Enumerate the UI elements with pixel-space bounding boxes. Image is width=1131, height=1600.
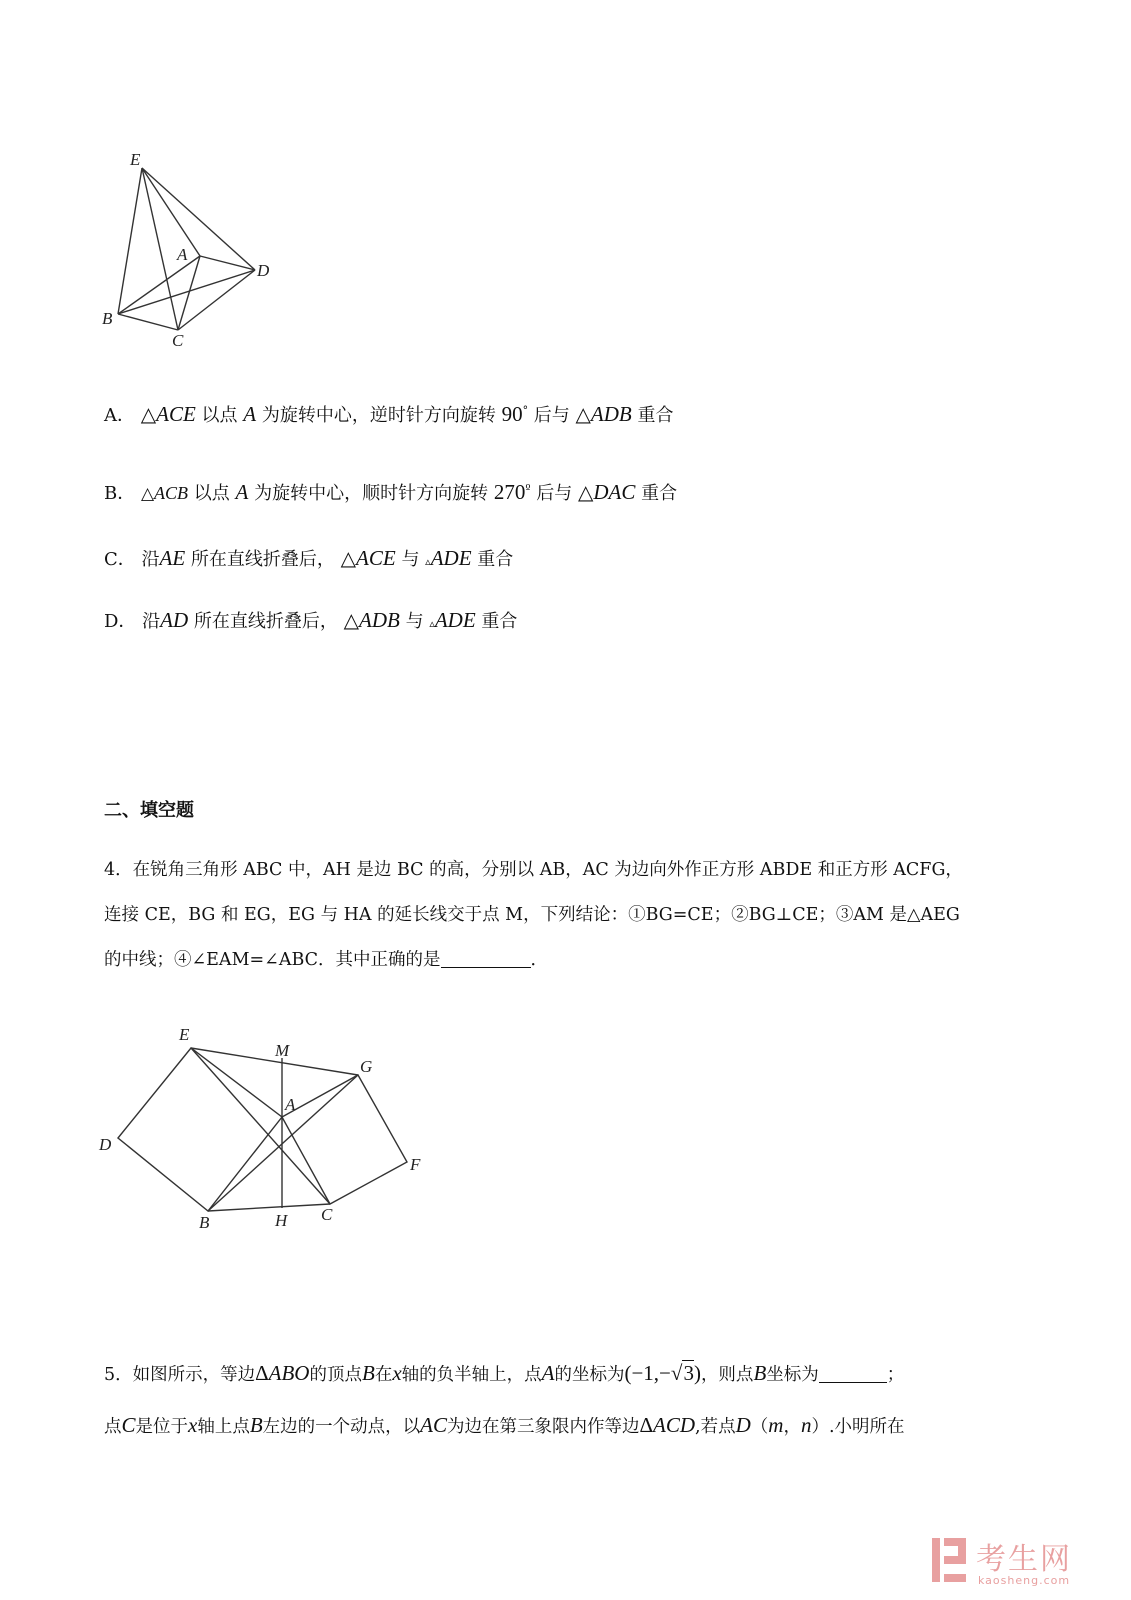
answer-blank[interactable] — [819, 1364, 887, 1383]
answer-blank[interactable] — [441, 949, 531, 968]
text: ． — [530, 950, 549, 970]
text: 以点 — [193, 483, 230, 504]
option-letter: B． — [104, 483, 136, 504]
label-g: G — [360, 1057, 373, 1076]
text: 的中线；④∠EAM=∠ABC．其中正确的是 — [104, 950, 441, 970]
watermark-en: kaosheng.com — [978, 1574, 1071, 1587]
option-c[interactable] — [104, 545, 513, 575]
label-e: E — [179, 1025, 190, 1044]
segment-name: AC — [420, 1413, 448, 1437]
text: 重合 — [637, 405, 674, 426]
triangle-symbol: △ — [140, 484, 155, 504]
triangle-symbol-small: ▵ — [425, 555, 431, 568]
triangle-symbol: △ — [575, 402, 591, 426]
label-m: M — [275, 1041, 290, 1060]
text: 为旋转中心，顺时针方向旋转 — [254, 483, 489, 504]
text: 与 — [401, 549, 420, 570]
watermark — [930, 1532, 1100, 1592]
text: 坐标为 — [766, 1365, 819, 1385]
point-name: B — [361, 1361, 375, 1385]
triangle-name: ADE — [430, 546, 472, 570]
coordinate: ) — [693, 1361, 701, 1385]
question-5-line-2 — [104, 1400, 1029, 1452]
point-name: D — [735, 1413, 751, 1437]
option-letter: A． — [104, 405, 135, 426]
label-b: B — [199, 1213, 210, 1232]
triangle-name: ADB — [359, 608, 400, 632]
line-name: AD — [160, 608, 189, 632]
point-name: A — [243, 402, 257, 426]
figure-rotation-triangles — [100, 150, 290, 350]
question-5-line-1 — [104, 1348, 1029, 1400]
variable-n: n — [800, 1413, 812, 1437]
question-5 — [104, 1348, 1029, 1452]
text: 以点 — [201, 405, 238, 426]
text: 左边的一个动点，以 — [262, 1417, 421, 1437]
option-letter: C． — [104, 549, 136, 570]
point-name: A — [235, 480, 249, 504]
triangle-name: ADE — [434, 608, 476, 632]
option-letter: D． — [104, 611, 137, 632]
text: 后与 — [533, 405, 570, 426]
triangle-symbol: △ — [340, 546, 357, 570]
question-4 — [104, 848, 1029, 983]
triangle-symbol: △ — [140, 402, 157, 426]
axis-name: x — [392, 1361, 402, 1385]
text: 轴的负半轴上，点 — [401, 1365, 542, 1385]
coordinate: (−1,− — [624, 1361, 671, 1385]
text: 重合 — [641, 483, 678, 504]
delta-symbol: Δ — [255, 1361, 269, 1385]
section-heading: 二、填空题 — [104, 800, 194, 821]
label-d: D — [257, 261, 270, 280]
triangle-name: ACB — [154, 483, 189, 503]
line-name: AE — [159, 546, 186, 570]
text: ,若点 — [695, 1417, 736, 1437]
text: 轴上点 — [197, 1417, 250, 1437]
text: ； — [886, 1365, 905, 1385]
point-name: C — [121, 1413, 136, 1437]
degree-symbol: º — [525, 482, 531, 495]
triangle-name: ACD — [653, 1413, 696, 1437]
text: 沿 — [142, 611, 161, 632]
point-name: B — [753, 1361, 767, 1385]
text: 的坐标为 — [554, 1365, 625, 1385]
point-name: A — [541, 1361, 555, 1385]
variable-m: m — [768, 1413, 784, 1437]
text: 重合 — [477, 549, 514, 570]
triangle-symbol: △ — [343, 608, 360, 632]
sqrt-symbol: √ — [670, 1361, 683, 1385]
delta-symbol: Δ — [639, 1413, 654, 1437]
text: 重合 — [481, 611, 518, 632]
text: 所在直线折叠后， — [190, 549, 335, 570]
label-b: B — [102, 309, 113, 328]
option-b[interactable] — [104, 476, 677, 507]
angle-value: 270 — [493, 480, 526, 504]
triangle-name: DAC — [593, 480, 636, 504]
label-a: A — [285, 1095, 296, 1114]
triangle-name: ACE — [156, 402, 196, 426]
text: 沿 — [141, 549, 160, 570]
sqrt-radicand: 3 — [683, 1361, 694, 1385]
text: （ — [750, 1417, 769, 1437]
triangle-symbol-small: ▵ — [429, 617, 435, 630]
label-c: C — [321, 1205, 333, 1224]
text: 的顶点 — [309, 1365, 362, 1385]
text: 点 — [104, 1417, 122, 1437]
degree-symbol: ° — [522, 404, 529, 417]
text: 与 — [405, 611, 424, 632]
question-4-line-2: 连接 CE，BG 和 EG，EG 与 HA 的延长线交于点 M，下列结论：①BG=CE；②BG⊥CE；③AM 是△AEG — [104, 905, 960, 925]
text: 后与 — [536, 483, 573, 504]
label-e: E — [130, 150, 141, 169]
text: ，则点 — [700, 1365, 754, 1385]
triangle-name: ACE — [356, 546, 396, 570]
triangle-name: ADB — [590, 402, 632, 426]
watermark-cn: 考生网 — [976, 1542, 1072, 1577]
triangle-name: ABO — [268, 1361, 310, 1385]
label-h: H — [275, 1211, 288, 1230]
text: 5．如图所示，等边 — [104, 1365, 256, 1385]
watermark-logo-icon — [930, 1536, 970, 1584]
label-f: F — [410, 1155, 421, 1174]
text: ）.小明所在 — [811, 1417, 905, 1437]
option-d[interactable] — [104, 607, 517, 637]
angle-value: 90 — [501, 402, 523, 426]
question-4-line-1: 4．在锐角三角形 ABC 中，AH 是边 BC 的高，分别以 AB，AC 为边向外作正方形 ABDE 和正方形 ACFG， — [104, 860, 963, 880]
text: ， — [783, 1417, 801, 1437]
text: 为旋转中心，逆时针方向旋转 — [261, 405, 496, 426]
point-name: B — [249, 1413, 263, 1437]
label-a: A — [177, 245, 188, 264]
text: 为边在第三象限内作等边 — [447, 1417, 640, 1437]
option-a[interactable] — [104, 398, 673, 429]
figure-squares-on-triangle — [95, 1020, 440, 1235]
triangle-symbol: △ — [577, 480, 594, 504]
label-d: D — [99, 1135, 112, 1154]
text: 是位于 — [135, 1417, 189, 1437]
text: 在 — [374, 1365, 393, 1385]
question-4-line-3 — [104, 938, 1029, 983]
label-c: C — [172, 331, 184, 350]
text: 所在直线折叠后， — [193, 611, 338, 632]
axis-name: x — [188, 1413, 198, 1437]
